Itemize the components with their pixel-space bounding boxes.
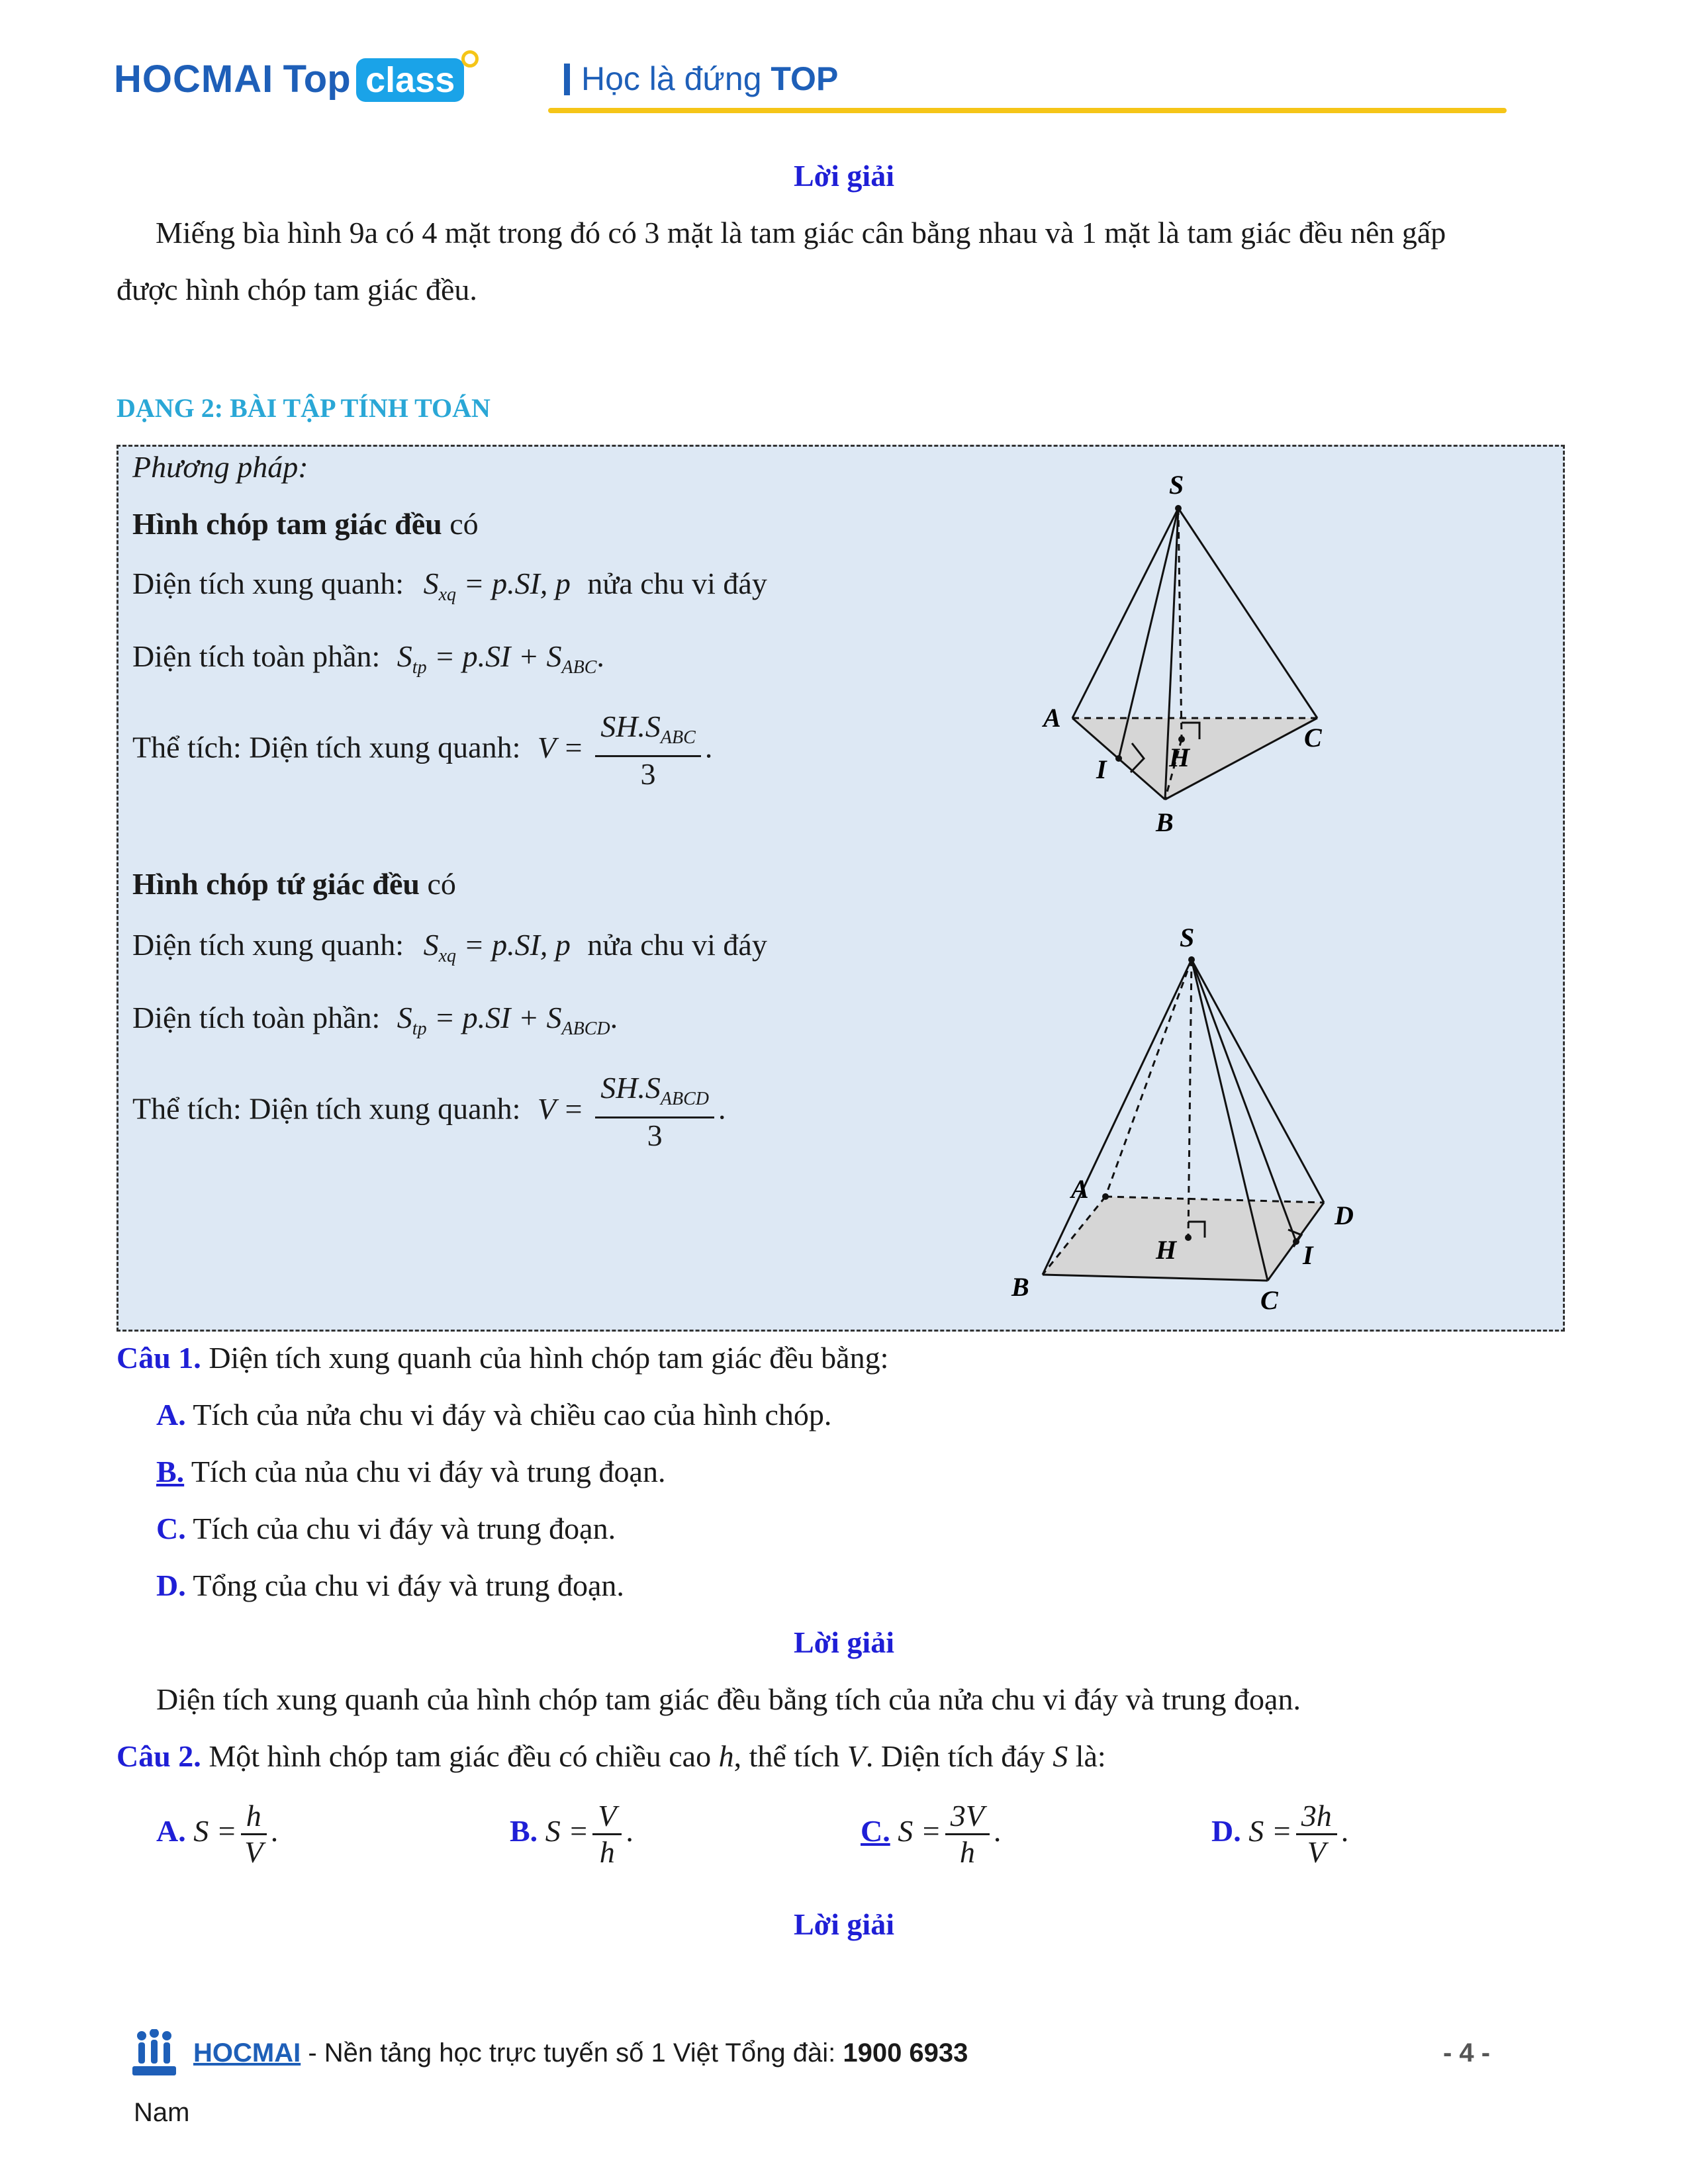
- tagline-prefix: Học là đứng: [581, 60, 762, 97]
- q2-text-d: là:: [1068, 1739, 1106, 1773]
- tri-point-I: [1115, 755, 1122, 762]
- q2-option-c[interactable]: [861, 1799, 1001, 1870]
- tri-edge-SC: [1178, 508, 1317, 718]
- quad-label-A: A: [1071, 1174, 1089, 1204]
- tri-height-SH: [1178, 508, 1182, 739]
- quad-tp-rhs: = p.SI + S: [434, 1001, 562, 1034]
- quad-vol-num: SH.S: [600, 1071, 661, 1105]
- solution-title: Lời giải: [794, 159, 894, 193]
- q1-text: Diện tích xung quanh của hình chóp tam giác đều bằng:: [201, 1341, 889, 1375]
- solution-text-line2: được hình chóp tam giác đều.: [117, 273, 477, 306]
- q2-option-b-end: .: [626, 1814, 633, 1848]
- q1-option-a[interactable]: [156, 1395, 831, 1435]
- tagline-top: TOP: [771, 60, 839, 97]
- quad-height-SH: [1188, 960, 1192, 1238]
- q2-option-d[interactable]: [1211, 1799, 1348, 1870]
- q2-var-S: S: [1053, 1739, 1068, 1773]
- tri-xq-S: S: [423, 567, 439, 600]
- q2-option-d-lhs: S =: [1248, 1814, 1292, 1848]
- tri-xq: [132, 564, 767, 615]
- tri-tp: [132, 637, 604, 688]
- tri-label-C: C: [1304, 723, 1322, 752]
- quad-label-I: I: [1303, 1240, 1313, 1270]
- quad-point-I: [1293, 1238, 1299, 1245]
- q2-text-c: . Diện tích đáy: [865, 1739, 1053, 1773]
- quad-tp-S: S: [397, 1001, 412, 1034]
- quad-vol-den: 3: [647, 1118, 663, 1153]
- logo-hocmai: HOCMAI: [114, 58, 274, 101]
- q2-option-c-letter: C.: [861, 1814, 890, 1848]
- quad-xq-note: nửa chu vi đáy: [587, 928, 767, 962]
- q2-option-b-letter: B.: [510, 1814, 538, 1848]
- method-label: Phương pháp:: [132, 450, 308, 484]
- tri-heading: [132, 504, 479, 544]
- tri-tp-sub: tp: [412, 657, 427, 678]
- quad-heading-rest: có: [420, 867, 456, 901]
- tri-label-I: I: [1096, 754, 1107, 784]
- quad-point-S: [1188, 956, 1195, 963]
- q2-option-a-den: V: [244, 1835, 263, 1869]
- q2-option-a-end: .: [270, 1814, 279, 1848]
- logo-star-icon: [461, 50, 479, 68]
- quad-label-D: D: [1335, 1201, 1354, 1230]
- quad-xq-sub: xq: [438, 946, 457, 967]
- q2-option-d-end: .: [1340, 1814, 1349, 1848]
- quad-vol-end: .: [718, 1091, 726, 1126]
- tri-tp-S: S: [397, 639, 412, 673]
- tri-tp-rhs: = p.SI + S: [434, 639, 562, 673]
- q2-option-d-den: V: [1307, 1835, 1326, 1869]
- footer-line: [193, 2034, 968, 2071]
- q1-option-a-text: Tích của nửa chu vi đáy và chiều cao của hình chóp.: [185, 1398, 832, 1432]
- hocmai-logo-icon: [131, 2029, 177, 2078]
- footer-wrap: Nam: [134, 2098, 190, 2127]
- q2-option-a-num: h: [241, 1799, 267, 1835]
- q1-stem: [117, 1338, 888, 1378]
- quad-edge-SA: [1105, 960, 1192, 1197]
- tagline-bar-icon: [564, 64, 570, 95]
- q1-option-d-text: Tổng của chu vi đáy và trung đoạn.: [185, 1569, 624, 1602]
- q2-stem: [117, 1737, 1106, 1776]
- tri-base-face: [1072, 718, 1317, 799]
- q2-option-d-letter: D.: [1211, 1814, 1241, 1848]
- quad-tp-label: Diện tích toàn phần:: [132, 1001, 381, 1034]
- quad-xq-S: S: [423, 928, 439, 962]
- q2-option-a-lhs: S =: [193, 1814, 237, 1848]
- q1-option-c-letter: C.: [156, 1512, 186, 1545]
- q1-option-c[interactable]: [156, 1509, 616, 1549]
- tri-tp-label: Diện tích toàn phần:: [132, 639, 381, 673]
- q2-text-a: Một hình chóp tam giác đều có chiều cao: [201, 1739, 719, 1773]
- footer-brand[interactable]: HOCMAI: [193, 2038, 301, 2068]
- q1-option-b-letter: B.: [156, 1455, 185, 1488]
- triangular-pyramid-figure: [1033, 463, 1337, 847]
- tagline: [581, 57, 838, 101]
- quad-heading-bold: Hình chóp tứ giác đều: [132, 867, 420, 901]
- quad-tp-sub: tp: [412, 1019, 427, 1040]
- tri-vol-den: 3: [640, 757, 656, 792]
- tri-xq-label: Diện tích xung quanh:: [132, 567, 404, 600]
- section-title: DẠNG 2: BÀI TẬP TÍNH TOÁN: [117, 393, 491, 423]
- tri-label-A: A: [1043, 703, 1061, 733]
- header: [0, 0, 1688, 132]
- tri-label-B: B: [1156, 807, 1174, 837]
- q2-solution-title: Lời giải: [794, 1907, 894, 1941]
- logo[interactable]: [114, 57, 464, 110]
- q2-option-c-end: .: [993, 1814, 1002, 1848]
- quad-label-C: C: [1260, 1285, 1278, 1315]
- footer-text: - Nền tảng học trực tuyến số 1 Việt Tổng đài:: [301, 2038, 843, 2068]
- quad-vol: [132, 1071, 726, 1153]
- q2-label: Câu 2.: [117, 1739, 201, 1773]
- quad-tp-end: .: [610, 1001, 618, 1034]
- tri-tp-end: .: [596, 639, 604, 673]
- tri-vol-label: Thể tích: Diện tích xung quanh:: [132, 730, 521, 764]
- q2-option-c-den: h: [959, 1835, 975, 1869]
- page-number: - 4 -: [1443, 2038, 1491, 2068]
- tri-point-S: [1175, 505, 1182, 512]
- header-rule: [548, 108, 1507, 113]
- quad-xq-label: Diện tích xung quanh:: [132, 928, 404, 962]
- tri-tp-base-sub: ABC: [561, 657, 597, 678]
- tri-xq-sub: xq: [438, 584, 457, 606]
- q2-option-b-num: V: [592, 1799, 622, 1835]
- quad-xq: [132, 925, 767, 976]
- logo-class: class: [356, 58, 464, 102]
- quad-label-S: S: [1180, 923, 1195, 952]
- quad-vol-lhs: V =: [537, 1091, 584, 1126]
- q2-option-b-den: h: [599, 1835, 615, 1869]
- quad-vol-label: Thể tích: Diện tích xung quanh:: [132, 1091, 521, 1126]
- tri-heading-bold: Hình chóp tam giác đều: [132, 507, 442, 541]
- quad-tp: [132, 998, 618, 1049]
- q2-option-b-lhs: S =: [545, 1814, 589, 1848]
- quad-vol-num-sub: ABCD: [660, 1089, 710, 1110]
- q1-label: Câu 1.: [117, 1341, 201, 1375]
- tri-label-S: S: [1169, 470, 1184, 500]
- quad-tp-base-sub: ABCD: [561, 1019, 610, 1040]
- tri-point-H: [1178, 736, 1185, 743]
- tri-edge-SA: [1072, 508, 1178, 718]
- tri-vol-num-sub: ABC: [660, 727, 696, 749]
- tri-vol-fraction: [595, 709, 701, 792]
- solution-text-line1: Miếng bìa hình 9a có 4 mặt trong đó có 3 mặt là tam giác cân bằng nhau và 1 mặt là tam giác đều nên gấp: [156, 216, 1446, 250]
- q1-solution-title: Lời giải: [794, 1625, 894, 1659]
- quadrilateral-pyramid-figure: [993, 913, 1403, 1324]
- tri-xq-note: nửa chu vi đáy: [587, 567, 767, 600]
- quad-vol-fraction: [595, 1071, 714, 1153]
- logo-top: Top: [283, 58, 351, 101]
- quad-edge-SD: [1192, 960, 1324, 1203]
- q1-option-b-text: Tích của nủa chu vi đáy và trung đoạn.: [184, 1455, 666, 1488]
- q2-text-b: , thể tích: [733, 1739, 847, 1773]
- q2-option-d-num: 3h: [1296, 1799, 1337, 1835]
- tri-vol-lhs: V =: [537, 730, 584, 764]
- tri-label-H: H: [1169, 743, 1190, 772]
- tri-vol: [132, 709, 712, 792]
- quad-point-H: [1185, 1234, 1192, 1241]
- tri-vol-num: SH.S: [600, 709, 661, 743]
- q1-option-d[interactable]: [156, 1566, 624, 1606]
- tri-heading-rest: có: [442, 507, 479, 541]
- q2-var-h: h: [718, 1739, 734, 1773]
- footer-hotline: 1900 6933: [843, 2038, 968, 2068]
- q2-var-V: V: [847, 1739, 866, 1773]
- tri-xq-rhs: = p.SI, p: [463, 567, 571, 600]
- tri-vol-end: .: [704, 730, 713, 764]
- q1-option-b[interactable]: [156, 1452, 665, 1492]
- quad-label-H: H: [1156, 1235, 1177, 1265]
- quad-label-B: B: [1011, 1272, 1029, 1302]
- quad-point-A: [1102, 1193, 1109, 1200]
- quad-heading: [132, 864, 456, 904]
- quad-xq-rhs: = p.SI, p: [463, 928, 571, 962]
- q1-option-d-letter: D.: [156, 1569, 186, 1602]
- q2-option-c-lhs: S =: [898, 1814, 941, 1848]
- footer: [0, 2025, 1688, 2158]
- q2-option-a[interactable]: [156, 1799, 278, 1870]
- q1-solution-text: Diện tích xung quanh của hình chóp tam giác đều bằng tích của nửa chu vi đáy và trung đoạn.: [156, 1682, 1301, 1716]
- q1-option-a-letter: A.: [156, 1398, 186, 1432]
- quad-base-face: [1043, 1197, 1324, 1281]
- q2-option-a-letter: A.: [156, 1814, 186, 1848]
- q2-option-c-num: 3V: [945, 1799, 990, 1835]
- q1-option-c-text: Tích của chu vi đáy và trung đoạn.: [185, 1512, 616, 1545]
- q2-option-b[interactable]: [510, 1799, 633, 1870]
